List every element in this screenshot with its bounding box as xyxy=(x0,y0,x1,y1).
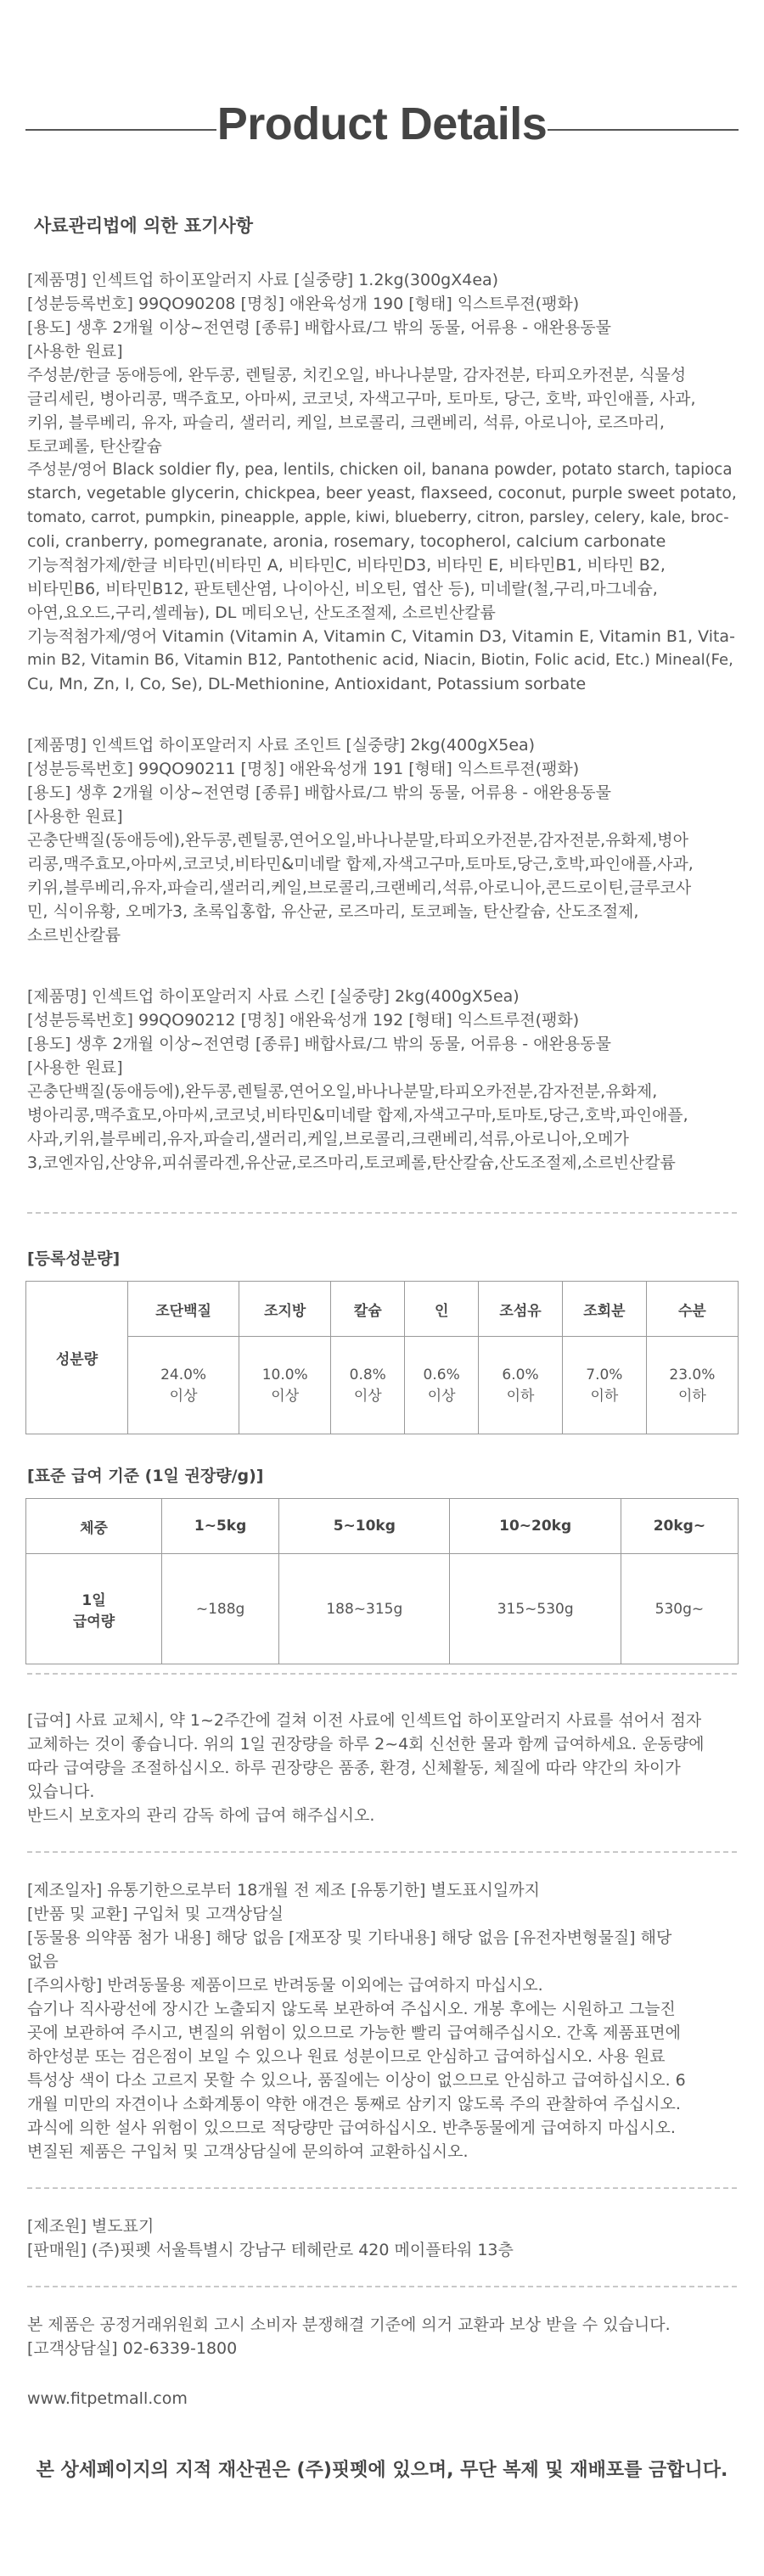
text-line: 기능적첨가제/영어 Vitamin (Vitamin A, Vitamin C, Vitamin D3, Vitamin E, Vitamin B1, Vita- xyxy=(27,627,735,646)
text-line: [성분등록번호] 99QO90212 [명칭] 애완육성개 192 [형태] 익스트루젼(팽화) xyxy=(27,1011,580,1030)
feeding-value: 188~315g xyxy=(279,1554,450,1664)
divider xyxy=(27,1673,737,1675)
text-line: [제품명] 인섹트업 하이포알러지 사료 [실중량] 1.2kg(300gX4ea) xyxy=(27,271,499,289)
website-url[interactable]: www.fitpetmall.com xyxy=(27,2389,188,2408)
text-line: [사용한 원료] xyxy=(27,1058,123,1077)
feeding-note xyxy=(27,1709,737,1827)
text-line: [성분등록번호] 99QO90208 [명칭] 애완육성개 190 [형태] 익스트루젼(팽화) xyxy=(27,295,580,313)
text-line: [제조원] 별도표기 xyxy=(27,2217,154,2236)
divider xyxy=(27,1851,737,1853)
text-line: [급여] 사료 교체시, 약 1~2주간에 걸쳐 이전 사료에 인섹트업 하이포알러지 사료를 섞어서 점자 xyxy=(27,1711,702,1730)
text-line: 본 제품은 공정거래위원회 고시 소비자 분쟁해결 기준에 의거 교환과 보상 받을 수 있습니다. xyxy=(27,2315,671,2334)
feeding-table xyxy=(25,1498,739,1664)
text-line: [동물용 의약품 첨가 내용] 해당 없음 [재포장 및 기타내용] 해당 없음 [유전자변형물질] 해당 xyxy=(27,1928,672,1947)
text-line: 토코페롤, 탄산칼슘 xyxy=(27,437,162,456)
text-line: 사과,키위,블루베리,유자,파슬리,샐러리,케일,브로콜리,크랜베리,석류,아로니아,오메가 xyxy=(27,1130,629,1148)
text-line: min B2, Vitamin B6, Vitamin B12, Pantothenic acid, Niacin, Biotin, Folic acid, Etc.) Mineal(Fe, xyxy=(27,651,733,669)
composition-value: 7.0% 이하 xyxy=(562,1337,646,1434)
composition-header: 조단백질 xyxy=(128,1282,239,1337)
divider xyxy=(27,2286,737,2287)
text-line: 리콩,맥주효모,아마씨,코코넛,비타민&미네랄 합제,자색고구마,토마토,당근,호박,파인애플,사과, xyxy=(27,855,694,873)
feeding-value: 315~530g xyxy=(450,1554,621,1664)
composition-value: 24.0% 이상 xyxy=(128,1337,239,1434)
text-line: 키위, 블루베리, 유자, 파슬리, 샐러리, 케일, 브로콜리, 크랜베리, 석류, 아로니아, 로즈마리, xyxy=(27,413,665,432)
text-line: 변질된 제품은 구입처 및 고객상담실에 문의하여 교환하십시오. xyxy=(27,2142,469,2161)
composition-header: 조지방 xyxy=(239,1282,331,1337)
text-line: 교체하는 것이 좋습니다. 위의 1일 권장량을 하루 2~4회 신선한 물과 함께 급여하세요. 운동량에 xyxy=(27,1735,705,1754)
section-title: 사료관리법에 의한 표기사항 xyxy=(34,216,254,236)
feeding-title: [표준 급여 기준 (1일 권장량/g)] xyxy=(27,1467,264,1485)
text-line: starch, vegetable glycerin, chickpea, beer yeast, flaxseed, coconut, purple sweet potato, xyxy=(27,485,737,502)
composition-value: 0.6% 이상 xyxy=(405,1337,479,1434)
product-info-2 xyxy=(27,733,737,947)
text-line: [사용한 원료] xyxy=(27,807,123,826)
composition-header: 인 xyxy=(405,1282,479,1337)
feeding-value: 530g~ xyxy=(621,1554,738,1664)
feeding-header: 1~5kg xyxy=(162,1499,279,1554)
text-line: 민, 식이유황, 오메가3, 초록입홍합, 유산균, 로즈마리, 토코페놀, 탄산칼슘, 산도조절제, xyxy=(27,902,639,921)
divider xyxy=(27,2187,737,2189)
composition-header: 칼슘 xyxy=(331,1282,405,1337)
composition-value: 10.0% 이상 xyxy=(239,1337,331,1434)
text-line: [판매원] (주)핏펫 서울특별시 강남구 테헤란로 420 메이플타워 13층 xyxy=(27,2241,514,2259)
text-line: [성분등록번호] 99QO90211 [명칭] 애완육성개 191 [형태] 익스트루젼(팽화) xyxy=(27,760,580,778)
text-line: [제품명] 인섹트업 하이포알러지 사료 조인트 [실중량] 2kg(400gX5ea) xyxy=(27,736,536,755)
feeding-header: 5~10kg xyxy=(279,1499,450,1554)
text-line: 따라 급여량을 조절하십시오. 하루 권장량은 품종, 환경, 신체활동, 체질에 따라 약간의 차이가 xyxy=(27,1759,681,1777)
text-line: [고객상담실] 02-6339-1800 xyxy=(27,2339,238,2358)
composition-value: 23.0% 이하 xyxy=(646,1337,738,1434)
text-line: 없음 xyxy=(27,1952,59,1971)
text-line: tomato, carrot, pumpkin, pineapple, apple, kiwi, blueberry, citron, parsley, celery, kale, broc- xyxy=(27,509,729,526)
exchange-block xyxy=(27,2313,737,2360)
text-line: [제품명] 인섹트업 하이포알러지 사료 스킨 [실중량] 2kg(400gX5ea) xyxy=(27,987,520,1006)
text-line: 있습니다. xyxy=(27,1782,95,1801)
text-line: coli, cranberry, pomegranate, aronia, rosemary, tocopherol, calcium carbonate xyxy=(27,532,666,551)
text-line: 곳에 보관하여 주시고, 변질의 위험이 있으므로 가능한 빨리 급여해주십시오. 간혹 제품표면에 xyxy=(27,2023,681,2042)
text-line: [용도] 생후 2개월 이상~전연령 [종류] 배합사료/그 밖의 동물, 어류용 - 애완용동물 xyxy=(27,783,611,802)
page-title: Product Details xyxy=(216,98,548,149)
text-line: [사용한 원료] xyxy=(27,342,123,361)
composition-value: 6.0% 이하 xyxy=(479,1337,563,1434)
text-line: [주의사항] 반려동물용 제품이므로 반려동물 이외에는 급여하지 마십시오. xyxy=(27,1976,543,1995)
text-line: 주성분/영어 Black soldier fly, pea, lentils, chicken oil, banana powder, potato starch, tapioca xyxy=(27,461,733,479)
text-line: 아연,요오드,구리,셀레늄), DL 메티오닌, 산도조절제, 소르빈산칼륨 xyxy=(27,603,496,622)
text-line: 곤충단백질(동애등에),완두콩,렌틸콩,연어오일,바나나분말,타피오카전분,감자전분,유화제,병아 xyxy=(27,831,688,850)
page-header xyxy=(0,0,764,161)
composition-row-label: 성분량 xyxy=(26,1282,128,1434)
composition-header: 수분 xyxy=(646,1282,738,1337)
text-line: 병아리콩,맥주효모,아마씨,코코넛,비타민&미네랄 합제,자색고구마,토마토,당근,호박,파인애플, xyxy=(27,1106,688,1125)
text-line: 기능적첨가제/한글 비타민(비타민 A, 비타민C, 비타민D3, 비타민 E, 비타민B1, 비타민 B2, xyxy=(27,556,666,575)
text-line: 특성상 색이 다소 고르지 못할 수 있으나, 품질에는 이상이 없으므로 안심하고 급여하십시오. 6 xyxy=(27,2071,686,2090)
composition-table xyxy=(25,1281,739,1434)
notice-block xyxy=(27,1878,737,2164)
text-line: [용도] 생후 2개월 이상~전연령 [종류] 배합사료/그 밖의 동물, 어류용 - 애완용동물 xyxy=(27,318,611,337)
text-line: 곤충단백질(동애등에),완두콩,렌틸콩,연어오일,바나나분말,타피오카전분,감자전분,유화제, xyxy=(27,1082,658,1101)
text-line: 반드시 보호자의 관리 감독 하에 급여 해주십시오. xyxy=(27,1806,375,1825)
feeding-row-label: 1일 급여량 xyxy=(26,1554,162,1664)
composition-title: [등록성분량] xyxy=(27,1249,121,1268)
copyright-footer: 본 상세페이지의 지적 재산권은 (주)핏펫에 있으며, 무단 복제 및 재배포를 금합니다. xyxy=(36,2460,728,2481)
company-block xyxy=(27,2214,737,2262)
divider xyxy=(27,1212,737,1214)
text-line: [용도] 생후 2개월 이상~전연령 [종류] 배합사료/그 밖의 동물, 어류용 - 애완용동물 xyxy=(27,1035,611,1053)
feeding-header-label: 체중 xyxy=(26,1499,162,1554)
product-info-1 xyxy=(27,268,737,696)
composition-header: 조섬유 xyxy=(479,1282,563,1337)
text-line: Cu, Mn, Zn, I, Co, Se), DL-Methionine, Antioxidant, Potassium sorbate xyxy=(27,675,587,693)
text-line: 글리세린, 병아리콩, 맥주효모, 아마씨, 코코넛, 자색고구마, 토마토, 당근, 호박, 파인애플, 사과, xyxy=(27,390,696,408)
text-line: 키위,블루베리,유자,파슬리,샐러리,케일,브로콜리,크랜베리,석류,아로니아,콘드로이틴,글루코사 xyxy=(27,878,692,897)
text-line: 과식에 의한 설사 위험이 있으므로 적당량만 급여하십시오. 반추동물에게 급여하지 마십시오. xyxy=(27,2119,676,2137)
feeding-value: ~188g xyxy=(162,1554,279,1664)
composition-value: 0.8% 이상 xyxy=(331,1337,405,1434)
text-line: 개월 미만의 자견이나 소화계통이 약한 애견은 통째로 삼키지 않도록 주의 관찰하여 주십시오. xyxy=(27,2095,681,2113)
text-line: 비타민B6, 비타민B12, 판토텐산염, 나이아신, 비오틴, 엽산 등), 미네랄(철,구리,마그네슘, xyxy=(27,580,658,598)
feeding-header: 20kg~ xyxy=(621,1499,738,1554)
text-line: 하얀성분 또는 검은점이 보일 수 있으나 원료 성분이므로 안심하고 급여하십시오. 사용 원료 xyxy=(27,2047,666,2066)
title-rule-right xyxy=(548,129,739,131)
feeding-header: 10~20kg xyxy=(450,1499,621,1554)
text-line: 소르빈산칼륨 xyxy=(27,926,121,945)
text-line: 습기나 직사광선에 장시간 노출되지 않도록 보관하여 주십시오. 개봉 후에는 시원하고 그늘진 xyxy=(27,2000,676,2018)
composition-header: 조회분 xyxy=(562,1282,646,1337)
text-line: 주성분/한글 동애등에, 완두콩, 렌틸콩, 치킨오일, 바나나분말, 감자전분, 타피오카전분, 식물성 xyxy=(27,366,687,384)
text-line: [반품 및 교환] 구입처 및 고객상담실 xyxy=(27,1905,284,1923)
product-info-3 xyxy=(27,985,737,1175)
text-line: [제조일자] 유통기한으로부터 18개월 전 제조 [유통기한] 별도표시일까지 xyxy=(27,1881,540,1900)
text-line: 3,코엔자임,산양유,피쉬콜라겐,유산균,로즈마리,토코페롤,탄산칼슘,산도조절제,소르빈산칼륨 xyxy=(27,1153,676,1172)
